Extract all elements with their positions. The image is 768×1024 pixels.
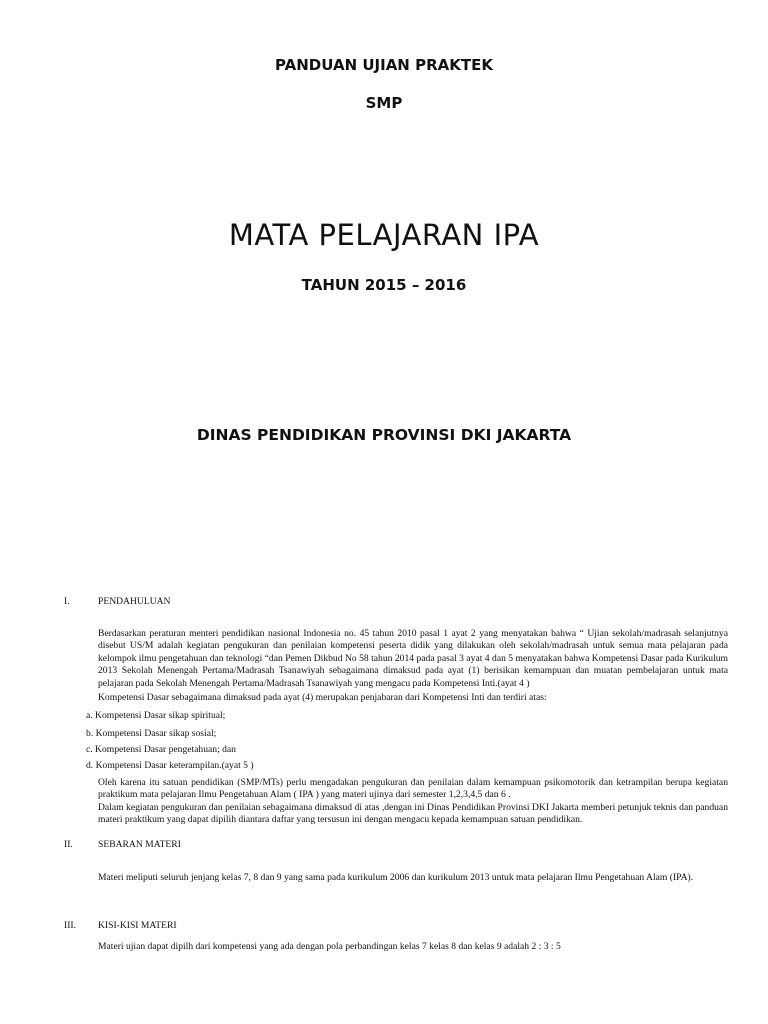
section-3-number: III. [64, 920, 76, 931]
list-item: c. Kompetensi Dasar pengetahuan; dan [86, 744, 236, 755]
section-2-paragraph-1: Materi meliputi seluruh jenjang kelas 7, 8 dan 9 yang sama pada kurikulum 2006 dan kurikulum 2013 untuk mata pelajaran Ilmu Pengetahuan Alam (IPA). [98, 872, 694, 883]
section-1-number: I. [64, 596, 70, 607]
section-3-title: KISI-KISI MATERI [98, 920, 177, 931]
section-1-title: PENDAHULUAN [98, 596, 171, 607]
section-3-paragraph-1: Materi ujian dapat dipilh dari kompetensi yang ada dengan pola perbandingan kelas 7 kelas 8 dan kelas 9 adalah 2 : 3 : 5 [98, 941, 561, 952]
section-1-paragraph-3: Oleh karena itu satuan pendidikan (SMP/MTs) perlu mengadakan pengukuran dan penilaian dalam kemampuan psikomotorik dan ketrampilan berupa kegiatan praktikum mata pelajaran Ilmu Pengetahuan Alam ( IPA ) yang materi ujinya dari semester 1,2,3,4,5 dan 6 . [98, 777, 728, 801]
section-1-paragraph-2: Kompetensi Dasar sebagaimana dimaksud pada ayat (4) merupakan penjabaran dari Kompetensi Inti dan terdiri atas: [98, 692, 547, 703]
doc-heading-line2: SMP [365, 94, 403, 112]
section-2-number: II. [64, 839, 73, 850]
doc-title: MATA PELAJARAN IPA [228, 218, 540, 252]
doc-agency: DINAS PENDIDIKAN PROVINSI DKI JAKARTA [196, 426, 572, 444]
section-1-paragraph-1: Berdasarkan peraturan menteri pendidikan nasional Indonesia no. 45 tahun 2010 pasal 1 ayat 2 yang menyatakan bahwa “ Ujian sekolah/madrasah selanjutnya disebut US/M adalah kegiatan pengukuran dan penilaian kompetensi peserta didik yang dilakukan oleh sekolah/madrasah untuk semua mata pelajaran pada kelompok ilmu pengetahuan dan teknologi “dan Pemen Dikbud No 58 tahun 2014 pada pasal 3 ayat 4 dan 5 menyatakan bahwa Kompetensi Dasar pada Kurikulum 2013 Sekolah Menengah Pertama/Madrasah Tsanawiyah sebagaimana dimaksud pada ayat (1) berisikan kemampuan dan muatan pembelajaran untuk mata pelajaran pada Sekolah Menengah Pertama/Madrasah Tsanawiyah yang mengacu pada Kompetensi Inti.(ayat 4 ) [98, 628, 728, 689]
doc-heading-line1: PANDUAN UJIAN PRAKTEK [275, 56, 493, 74]
list-item: a. Kompetensi Dasar sikap spiritual; [86, 710, 226, 721]
doc-year: TAHUN 2015 – 2016 [301, 276, 467, 294]
section-1-paragraph-4: Dalam kegiatan pengukuran dan penilaian sebagaimana dimaksud di atas ,dengan ini Dinas Pendidikan Provinsi DKI Jakarta memberi petunjuk teknis dan panduan materi praktikum yang dapat dipilih diantara daftar yang tersusun ini dengan mengacu kepada kemampuan satuan pendidikan. [98, 802, 728, 826]
list-item: b. Kompetensi Dasar sikap sosial; [86, 728, 217, 739]
list-item: d. Kompetensi Dasar keterampilan.(ayat 5 ) [86, 760, 254, 771]
section-2-title: SEBARAN MATERI [98, 839, 181, 850]
